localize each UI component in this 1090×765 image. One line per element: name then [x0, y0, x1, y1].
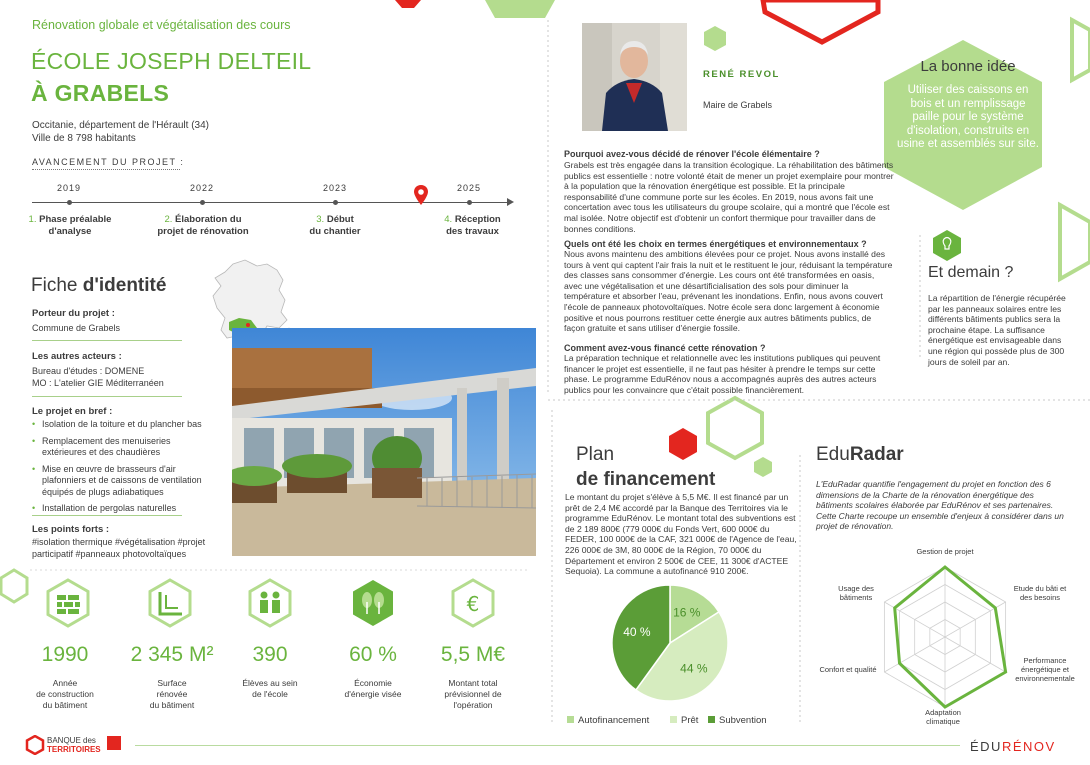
page-title-city: À GRABELS: [31, 80, 170, 106]
radar-axis-label: Confort et qualité: [819, 665, 877, 674]
stat-value: 5,5 M€: [440, 643, 506, 666]
financement-title: Plan: [576, 444, 615, 465]
legend-swatch: [708, 716, 715, 723]
demain-title: Et demain ?: [928, 264, 1014, 281]
timeline-year: 2022: [189, 183, 215, 193]
financement-pie-chart: [600, 578, 740, 708]
svg-text:€: €: [466, 592, 480, 616]
legend-item-subvention: Subvention: [708, 715, 767, 726]
financement-title-bold: de financement: [576, 469, 716, 490]
radar-text: L'EduRadar quantifie l'engagement du projet en fonction des 6 dimensions de la Charte de la rénovation énergétique des bâtiments scolaires élaborée par EduRénov et ses partenaires. Cette Charte recoupe un ensemble d'enjeux à considérer dans un projet de rénovation.: [816, 479, 1064, 532]
timeline-dot: [467, 200, 472, 205]
banque-territoires-text: BANQUE des TERRITOIRES: [47, 736, 101, 754]
timeline-year: 2019: [56, 183, 82, 193]
list-item: • Isolation de la toiture et du plancher bas: [32, 419, 210, 431]
mayor-name: RENÉ REVOL: [703, 69, 780, 80]
pie-slice-label: 44 %: [680, 661, 708, 676]
mayor-portrait: [582, 23, 687, 131]
radar-shape: [895, 567, 1006, 707]
timeline-year: 2023: [322, 183, 348, 193]
students-icon: [245, 578, 295, 628]
divider: [32, 340, 182, 341]
region-text: Occitanie, département de l'Hérault (34): [32, 120, 209, 131]
legend-swatch: [670, 716, 677, 723]
idea-title: La bonne idée: [920, 58, 1016, 75]
population-text: Ville de 8 798 habitants: [32, 133, 136, 144]
page-subtitle: Rénovation globale et végétalisation des cours: [32, 18, 291, 32]
timeline-step-2: 2. Élaboration du projet de rénovation: [157, 214, 249, 237]
progress-title: AVANCEMENT DU PROJET :: [32, 157, 185, 167]
forts-text: #isolation thermique #végétalisation #projet participatif #panneaux photovoltaïques: [32, 537, 206, 559]
divider: [32, 169, 180, 170]
radar-axis-label: Gestion de projet: [916, 547, 974, 556]
stat-label: Surface rénovée du bâtiment: [149, 678, 195, 710]
fiche-title: Fiche d'identité: [31, 275, 167, 296]
stat-label: Économie d'énergie visée: [344, 678, 402, 699]
list-item: • Installation de pergolas naturelles: [32, 503, 210, 515]
interview-question: Pourquoi avez-vous décidé de rénover l'école élémentaire ?: [564, 149, 820, 159]
stat-value: 60 %: [349, 643, 397, 666]
banque-territoires-logo: [25, 735, 45, 755]
stat-label: Année de construction du bâtiment: [36, 678, 94, 710]
location-pin-icon: [413, 184, 429, 206]
demain-text: La répartition de l'énergie récupérée par les panneaux solaires entre les différents bâtiments publics sera la prochaine étape. La suffisance énergétique est envisageable dans une région qui possède plus de 300 jours de soleil par an.: [928, 293, 1066, 367]
divider: [32, 515, 182, 516]
timeline-step-1: 1. Phase préalable d'analyse: [28, 214, 112, 237]
bref-heading: Le projet en bref :: [32, 406, 113, 417]
porteur-text: Commune de Grabels: [32, 323, 121, 333]
mayor-role: Maire de Grabels: [703, 100, 773, 110]
interview-question: Comment avez-vous financé cette rénovation ?: [564, 343, 766, 353]
edu-radar-chart: [870, 555, 1020, 715]
list-item: • Mise en œuvre de brasseurs d'air plafonniers et de caissons de ventilation équipés de plugs adiabatiques: [32, 464, 210, 499]
timeline-dot: [200, 200, 205, 205]
legend-item-autofinancement: Autofinancement: [567, 715, 649, 726]
forts-heading: Les points forts :: [32, 524, 110, 535]
radar-axis-label: Usage des bâtiments: [838, 584, 874, 602]
republique-logo: [107, 736, 121, 750]
radar-axis-label: Adaptation climatique: [925, 708, 961, 726]
idea-text: Utiliser des caissons en bois et un remplissage paille pour le système d'isolation, construits en usine et assemblés sur site.: [897, 84, 1039, 151]
list-item: • Remplacement des menuiseries extérieures et des chaudières: [32, 436, 210, 459]
interview-answer: Grabels est très engagée dans la transition écologique. La réhabilitation des bâtiments publics est essentielle : notre volonté était de mener un projet exemplaire pour montrer à la population que la rénovation énergétique est possible. Et la principale responsabilité d'une commune porte sur les écoles. En 2019, nous avons fait une concertation avec tous les utilisateurs du groupe scolaire, qui a montré que l'école est mal isolée. Notre objectif est d'obtenir un confort thermique pour travailler dans de bonnes conditions.: [564, 160, 894, 234]
footer-divider: [135, 745, 960, 746]
timeline-year: 2025: [456, 183, 482, 193]
school-photo: [232, 328, 536, 556]
interview-answer: La préparation technique et relationnelle avec les institutions publiques qui peuvent financer le projet est essentielle, il ne faut pas hésiter à prendre le temps sur cette phase. Le programme EduRénov nous a accompagnés auprès des autres acteurs publics pour les convaincre que c'était possible financièrement.: [564, 353, 881, 395]
interview-answer: Nous avons maintenu des ambitions élevées pour ce projet. Nous avons installé des tours à vent qui captent l'air frais la nuit et le restituent le jour, réduisant la température des classes sans consommer d'énergie. Les cours ont été transformées en oasis, avec une végétalisation et une désartificialisation des sols pour diminuer la température et absorber l'eau, prévenant les inondations. Enfin, nous avons couvert l'école de panneaux photovoltaïques. Notre école sera donc largement à économie positive et nous pourrons restituer cette énergie aux autres bâtiments publics, de façon gratuite et sans utiliser d'énergie fossile.: [564, 249, 893, 334]
legend-item-pret: Prêt: [670, 715, 698, 726]
bref-list: [32, 419, 210, 520]
acteurs-text-2: MO : L'atelier GIE Méditerranéen: [32, 378, 164, 388]
radar-title: EduRadar: [816, 444, 904, 465]
stat-value: 390: [252, 643, 288, 666]
euro-icon: [448, 578, 498, 628]
timeline-dot: [333, 200, 338, 205]
stat-label: Élèves au sein de l'école: [242, 678, 298, 699]
acteurs-text-1: Bureau d'études : DOMENE: [32, 366, 145, 376]
timeline-step-4: 4. Réception des travaux: [444, 214, 501, 237]
financement-text: Le montant du projet s'élève à 5,5 M€. Il est financé par un prêt de 2,4 M€ accordé par la Banque des Territoires via le programme EduRénov. Le montant total des subventions est de 2 189 800€ (779 000€ du Fonds Vert, 600 000€ du FEDER, 100 000€ de la CAF, 321 000€ de l'Agence de l'eau, 226 000€ de 3M, 80 000€ de la Région, 70 000€ du Département et environ 2 500€ de CEE, 11 300€ d'ACTEE Sequoia). La commune a autofinancé 910 200€.: [565, 492, 797, 577]
stat-value: 2 345 M²: [130, 643, 214, 666]
brick-wall-icon: [43, 578, 93, 628]
timeline-arrow-icon: [507, 198, 514, 206]
pie-slice-label: 16 %: [673, 605, 701, 620]
timeline-step-3: 3. Début du chantier: [309, 214, 361, 237]
legend-swatch: [567, 716, 574, 723]
timeline-dot: [67, 200, 72, 205]
stat-value: 1990: [41, 643, 89, 666]
stat-label: Montant total prévisionnel de l'opération: [444, 678, 502, 710]
acteurs-heading: Les autres acteurs :: [32, 351, 122, 362]
porteur-heading: Porteur du projet :: [32, 308, 115, 319]
radar-axis-label: Etude du bâti et des besoins: [1013, 584, 1067, 602]
trees-icon: [348, 578, 398, 628]
surface-square-icon: [145, 578, 195, 628]
interview-question: Quels ont été les choix en termes énergétiques et environnementaux ?: [564, 239, 867, 249]
divider: [32, 396, 182, 397]
page-title: ÉCOLE JOSEPH DELTEIL: [31, 48, 312, 74]
edurenov-logo: ÉDURÉNOV: [970, 739, 1056, 754]
timeline-axis: [32, 202, 510, 203]
pie-slice-label: 40 %: [623, 625, 651, 640]
radar-axis-label: Performance énergétique et environnementale: [1015, 656, 1075, 683]
